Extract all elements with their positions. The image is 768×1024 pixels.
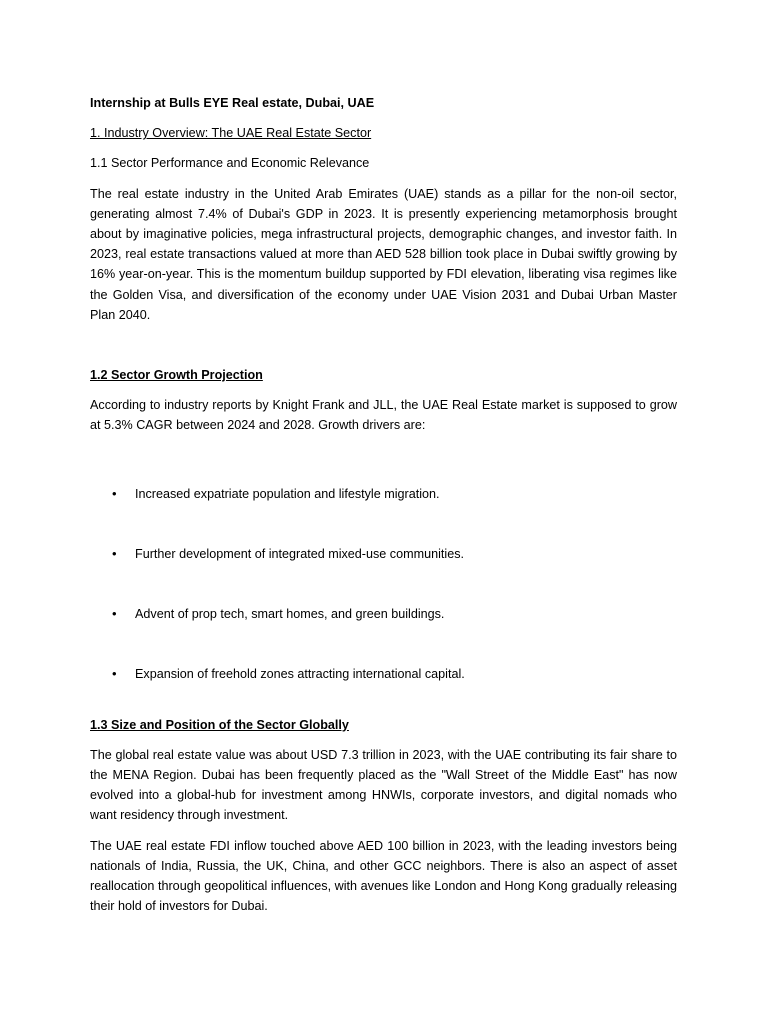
subheading-1-1: 1.1 Sector Performance and Economic Relevance — [90, 156, 370, 171]
spacer — [90, 446, 677, 484]
bullet-icon: • — [112, 485, 117, 501]
list-item — [90, 484, 677, 504]
bullet-icon: • — [112, 545, 117, 561]
document-page — [90, 93, 677, 926]
section-1-heading: 1. Industry Overview: The UAE Real Estate Sector — [90, 126, 372, 141]
list-item-text: Further development of integrated mixed-use communities. — [135, 546, 464, 561]
bullet-icon: • — [112, 665, 117, 681]
paragraph-1-3a: The global real estate value was about USD 7.3 trillion in 2023, with the UAE contributing its fair share to the MENA Region. Dubai has been frequently placed as the "Wall Street of the Middle East" has now evolved into a global-hub for investment among HNWIs, corporate investors, and digital nomads who want residency through investment. — [90, 747, 677, 823]
paragraph-1-3b: The UAE real estate FDI inflow touched above AED 100 billion in 2023, with the leading investors being nationals of India, Russia, the UK, China, and other GCC neighbors. There is also an aspect of asset reallocation through geopolitical influences, with avenues like London and Hong Kong gradually releasing their hold of investors for Dubai. — [90, 838, 677, 914]
list-item — [90, 544, 677, 564]
bullet-icon: • — [112, 605, 117, 621]
spacer — [90, 335, 677, 365]
list-item-text: Expansion of freehold zones attracting international capital. — [135, 666, 465, 681]
spacer — [90, 684, 677, 715]
list-item — [90, 664, 677, 684]
list-item-text: Increased expatriate population and lifestyle migration. — [135, 486, 440, 501]
paragraph-1-1: The real estate industry in the United Arab Emirates (UAE) stands as a pillar for the non-oil sector, generating almost 7.4% of Dubai's GDP in 2023. It is presently experiencing metamorphosis brought about by imaginative policies, mega infrastructural projects, demographic changes, and investor faith. In 2023, real estate transactions valued at more than AED 528 billion took place in Dubai swiftly growing by 16% year-on-year. This is the momentum buildup supported by FDI elevation, liberating visa regimes like the Golden Visa, and diversification of the economy under UAE Vision 2031 and Dubai Urban Master Plan 2040. — [90, 186, 677, 322]
list-item — [90, 604, 677, 624]
subheading-1-2: 1.2 Sector Growth Projection — [90, 368, 263, 383]
list-item-text: Advent of prop tech, smart homes, and green buildings. — [135, 606, 445, 621]
growth-drivers-list — [90, 484, 677, 684]
paragraph-1-2: According to industry reports by Knight Frank and JLL, the UAE Real Estate market is supposed to grow at 5.3% CAGR between 2024 and 2028. Growth drivers are: — [90, 398, 677, 433]
subheading-1-3: 1.3 Size and Position of the Sector Globally — [90, 717, 349, 732]
document-title: Internship at Bulls EYE Real estate, Dubai, UAE — [90, 96, 375, 110]
